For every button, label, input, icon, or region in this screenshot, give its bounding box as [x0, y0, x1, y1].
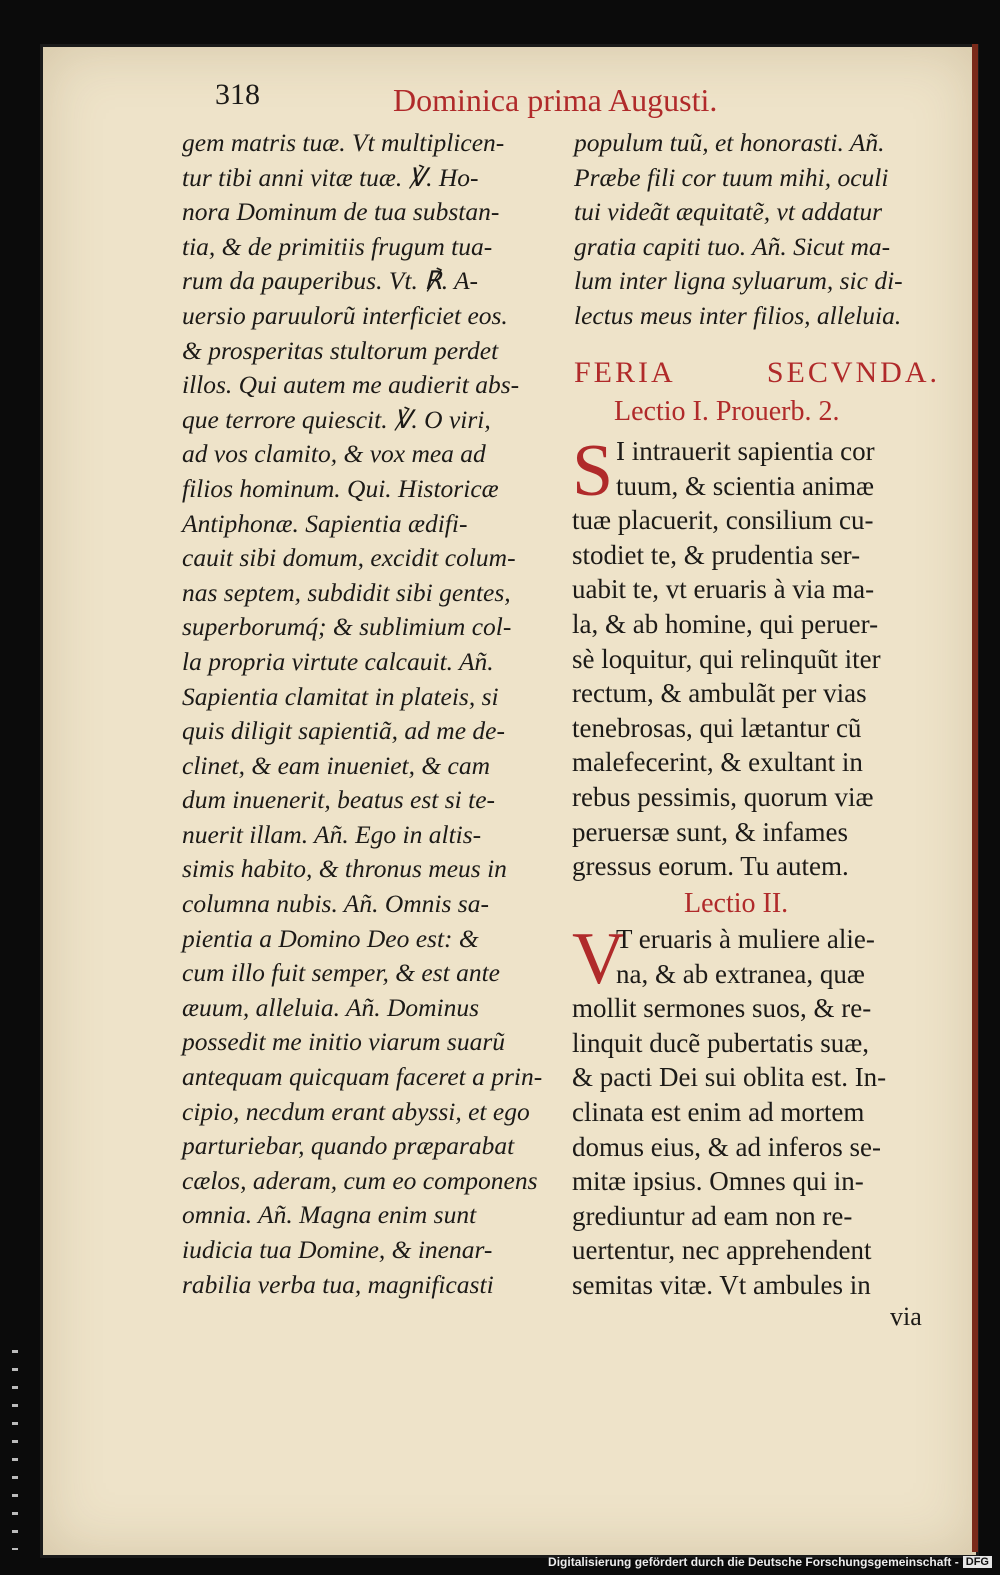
catchword: via: [890, 1302, 922, 1331]
text-line: T eruaris à muliere alie-: [616, 924, 875, 954]
text-line: rebus pessimis, quorum viæ: [572, 781, 874, 812]
text-line: tenebrosas, qui lætantur cũ: [572, 712, 862, 743]
text-line: mitæ ipsius. Omnes qui in-: [572, 1166, 864, 1197]
text-line: nas septem, subdidit sibi gentes,: [182, 577, 511, 607]
digitization-footer: [548, 1553, 992, 1571]
text-line: I intrauerit sapientia cor: [616, 436, 875, 466]
text-line: & pacti Dei sui oblita est. In-: [572, 1062, 887, 1093]
text-line: uersio paruulorũ interficiet eos.: [182, 300, 508, 330]
text-line: nuerit illam. Añ. Ego in altis-: [182, 819, 482, 849]
lectio-2-dropcap: V: [572, 918, 626, 1000]
text-line: sè loquitur, qui relinquũt iter: [572, 643, 881, 674]
left-column: [182, 126, 552, 1302]
lectio-2-heading: Lectio II.: [684, 888, 789, 919]
lectio-1-heading: Lectio I. Prouerb. 2.: [614, 396, 840, 427]
text-line: dum inuenerit, beatus est si te-: [182, 785, 496, 815]
text-line: filios hominum. Qui. Historicæ: [182, 473, 499, 503]
dfg-logo: DFG: [963, 1556, 992, 1568]
text-line: populum tuũ, et honorasti. Añ.: [574, 128, 885, 157]
text-line: mollit sermones suos, & re-: [572, 993, 872, 1024]
text-line: peruersæ sunt, & infames: [572, 816, 848, 847]
lectio-1-text: [572, 430, 942, 884]
text-line: & prosperitas stultorum perdet: [182, 335, 499, 365]
text-line: tur tibi anni vitæ tuæ. ℣. Ho-: [182, 162, 479, 192]
text-line: cælos, aderam, cum eo componens: [182, 1165, 538, 1195]
text-line: stodiet te, & prudentia ser-: [572, 539, 861, 570]
running-head: Dominica prima Augusti.: [393, 82, 718, 118]
right-column-antiphons: [574, 126, 944, 334]
text-line: Sapientia clamitat in plateis, si: [182, 681, 499, 711]
text-line: domus eius, & ad inferos se-: [572, 1131, 881, 1162]
text-line: rabilia verba tua, magnificasti: [182, 1269, 494, 1299]
text-line: quis diligit sapientiã, ad me de-: [182, 716, 505, 746]
page-number: 318: [215, 78, 260, 111]
page-edge: [972, 44, 978, 1552]
secunda-word: SECVNDA.: [766, 356, 940, 389]
text-line: antequam quicquam faceret a prin-: [182, 1062, 543, 1092]
text-line: uabit te, vt eruaris à via ma-: [572, 574, 875, 605]
text-line: possedit me initio viarum suarũ: [182, 1027, 505, 1057]
text-line: clinata est enim ad mortem: [572, 1096, 865, 1127]
text-line: illos. Qui autem me audierit abs-: [182, 370, 520, 400]
text-line: gem matris tuæ. Vt multiplicen-: [182, 128, 505, 157]
text-line: Antiphonæ. Sapientia ædifi-: [182, 508, 468, 538]
text-line: grediuntur ad eam non re-: [572, 1200, 853, 1231]
text-line: iudicia tua Domine, & inenar-: [182, 1235, 493, 1264]
text-line: gratia capiti tuo. Añ. Sicut ma-: [574, 231, 891, 261]
text-line: tia, & de primitiis frugum tua-: [182, 231, 493, 261]
text-line: na, & ab extranea, quæ: [616, 958, 865, 989]
text-line: la propria virtute calcauit. Añ.: [182, 646, 494, 676]
feria-heading: [574, 356, 940, 390]
text-line: cum illo fuit semper, & est ante: [182, 958, 501, 988]
text-line: gressus eorum. Tu autem.: [572, 851, 849, 882]
feria-word: FERIA: [574, 356, 676, 389]
text-line: linquit ducẽ pubertatis suæ,: [572, 1027, 869, 1058]
text-line: columna nubis. Añ. Omnis sa-: [182, 889, 489, 919]
text-line: cauit sibi domum, excidit colum-: [182, 543, 516, 573]
text-line: tui videãt æquitatẽ, vt addatur: [574, 197, 883, 227]
text-line: nora Dominum de tua substan-: [182, 197, 500, 227]
text-line: Præbe fili cor tuum mihi, oculi: [574, 162, 889, 192]
text-line: æuum, alleluia. Añ. Dominus: [182, 992, 480, 1022]
text-line: ad vos clamito, & vox mea ad: [182, 439, 486, 469]
text-line: cipio, necdum erant abyssi, et ego: [182, 1096, 530, 1126]
text-line: simis habito, & thronus meus in: [182, 854, 507, 884]
text-line: uertentur, nec apprehendent: [572, 1235, 872, 1266]
text-line: rum da pauperibus. Vt. ℟. A-: [182, 266, 479, 296]
text-line: lectus meus inter filios, alleluia.: [574, 300, 902, 330]
lectio-2-text: [572, 918, 942, 1303]
text-line: clinet, & eam inueniet, & cam: [182, 750, 491, 780]
funding-notice: Digitalisierung gefördert durch die Deutsche Forschungsgemeinschaft -: [548, 1555, 959, 1569]
page-header: [215, 78, 775, 118]
text-line: pientia a Domino Deo est: &: [182, 923, 479, 953]
text-line: tuæ placuerit, consilium cu-: [572, 505, 874, 536]
text-line: que terrore quiescit. ℣. O viri,: [182, 404, 491, 434]
lectio-1-dropcap: S: [572, 430, 614, 512]
left-margin-marks: [12, 1350, 18, 1550]
text-line: parturiebar, quando præparabat: [182, 1131, 515, 1161]
text-line: malefecerint, & exultant in: [572, 747, 863, 778]
text-line: semitas vitæ. Vt ambules in: [572, 1269, 871, 1300]
text-line: la, & ab homine, qui peruer-: [572, 608, 879, 639]
text-line: superborumq́; & sublimium col-: [182, 612, 512, 642]
text-line: omnia. Añ. Magna enim sunt: [182, 1200, 477, 1230]
text-line: rectum, & ambulãt per vias: [572, 678, 867, 709]
text-line: tuum, & scientia animæ: [616, 470, 874, 501]
text-line: lum inter ligna syluarum, sic di-: [574, 266, 903, 296]
